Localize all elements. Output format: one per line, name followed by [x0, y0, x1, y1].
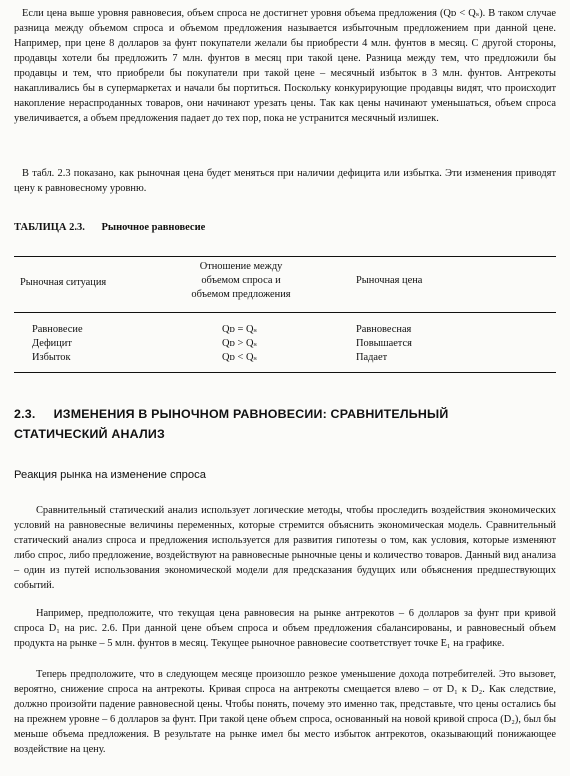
- table-bottom-rule: [14, 372, 556, 373]
- header-relation: [166, 260, 316, 302]
- cell-situation: Избыток: [32, 352, 71, 363]
- cell-price: Повышается: [356, 338, 412, 349]
- cell-price: Равновесная: [356, 324, 412, 335]
- header-relation-line2: объемом спроса и: [201, 275, 281, 286]
- paragraph-excess-supply: Если цена выше уровня равновесия, объем спроса не достигнет уровня объема предложения (Qᴅ < Qₛ). В таком случае разница между объемом спроса и объемом предложения называется избыточным предложением при данной цене. Например, при цене 8 долларов за фунт покупатели желали бы приобрести 4 млн. фунтов в месяц. С другой стороны, продавцы хотели бы предложить 7 млн. фунтов в месяц при такой цене. Разница между тем, что предложили бы продавцы и тем, что приобрели бы покупатели при такой цене – месячный избыток в 3 млн. фунтов. Антрекоты накапливались бы в супермаркетах и начали бы портиться. Поскольку конкурирующие продавцы видят, что происходит накопление нераспроданных товаров, они начинают урезать цены. Так как цены начинают уменьшаться, объем спроса увеличивается, а объем предложения падает до тех пор, пока не устранится месячный излишек.: [14, 8, 556, 124]
- cell-situation: Дефицит: [32, 338, 72, 349]
- section-number: 2.3.: [14, 407, 36, 421]
- section-title-line1: ИЗМЕНЕНИЯ В РЫНОЧНОМ РАВНОВЕСИИ: СРАВНИТЕЛЬНЫЙ: [53, 407, 449, 421]
- section-heading: [14, 404, 534, 444]
- paragraph-comparative-statics: Сравнительный статический анализ использует логические методы, чтобы проследить воздействия экономических условий на равновесные величины переменных, которые стремится объяснить экономическая модель. Сравнительный статический анализ спроса и предложения используется для развития гипотезы о том, как условия, которые изменяют либо спрос, либо предложение, воздействуют на равновесные рыночные цены и количество товаров. Данный вид анализа – один из путей использования экономической модели для предсказания будущих или объяснения предшествующих событий.: [14, 505, 556, 591]
- cell-relation: Qᴅ < Qₛ: [222, 352, 258, 363]
- table-header-rule: [14, 312, 556, 313]
- table-title: Рыночное равновесие: [101, 222, 206, 233]
- table-caption: [14, 222, 205, 233]
- cell-relation: Qᴅ > Qₛ: [222, 338, 258, 349]
- header-market-situation: Рыночная ситуация: [20, 277, 107, 288]
- header-relation-line1: Отношение между: [199, 261, 283, 272]
- cell-price: Падает: [356, 352, 388, 363]
- cell-situation: Равновесие: [32, 324, 83, 335]
- paragraph-example: Например, предположите, что текущая цена равновесия на рынке антрекотов – 6 долларов за фунт при кривой спроса D₁ на рис. 2.6. При данной цене объем спроса и объем предложения сбалансированы, и равновесный объем продукта на рынке – 5 млн. фунтов в месяц. Текущее рыночное равновесие соответствует точке E₁ на графике.: [14, 608, 556, 649]
- header-market-price: Рыночная цена: [356, 275, 423, 286]
- subsection-heading: Реакция рынка на изменение спроса: [14, 469, 206, 481]
- header-relation-line3: объемом предложения: [191, 289, 291, 300]
- table-top-rule: [14, 256, 556, 257]
- paragraph-demand-shift: Теперь предположите, что в следующем месяце произошло резкое уменьшение дохода потребителей. Это вызовет, вероятно, снижение спроса на антрекоты. Кривая спроса на антрекоты смещается влево – от D₁ к D₂. Как следствие, должно произойти падение равновесной цены. Чтобы понять, почему это именно так, представьте, что цены остались бы на прежнем уровне – 6 долларов за фунт. При такой цене объем спроса, основанный на новой кривой спроса (D₂), был бы меньше объема предложения. В результате на рынке имел бы место избыток антрекотов, оказывающий понижающее воздействие на цену.: [14, 669, 556, 755]
- paragraph-table-intro: В табл. 2.3 показано, как рыночная цена будет меняться при наличии дефицита или избытка. Эти изменения приводят цену к равновесному уровню.: [14, 168, 556, 194]
- section-title-line2: СТАТИЧЕСКИЙ АНАЛИЗ: [14, 427, 165, 441]
- cell-relation: Qᴅ = Qₛ: [222, 324, 258, 335]
- table-number: ТАБЛИЦА 2.3.: [14, 222, 85, 233]
